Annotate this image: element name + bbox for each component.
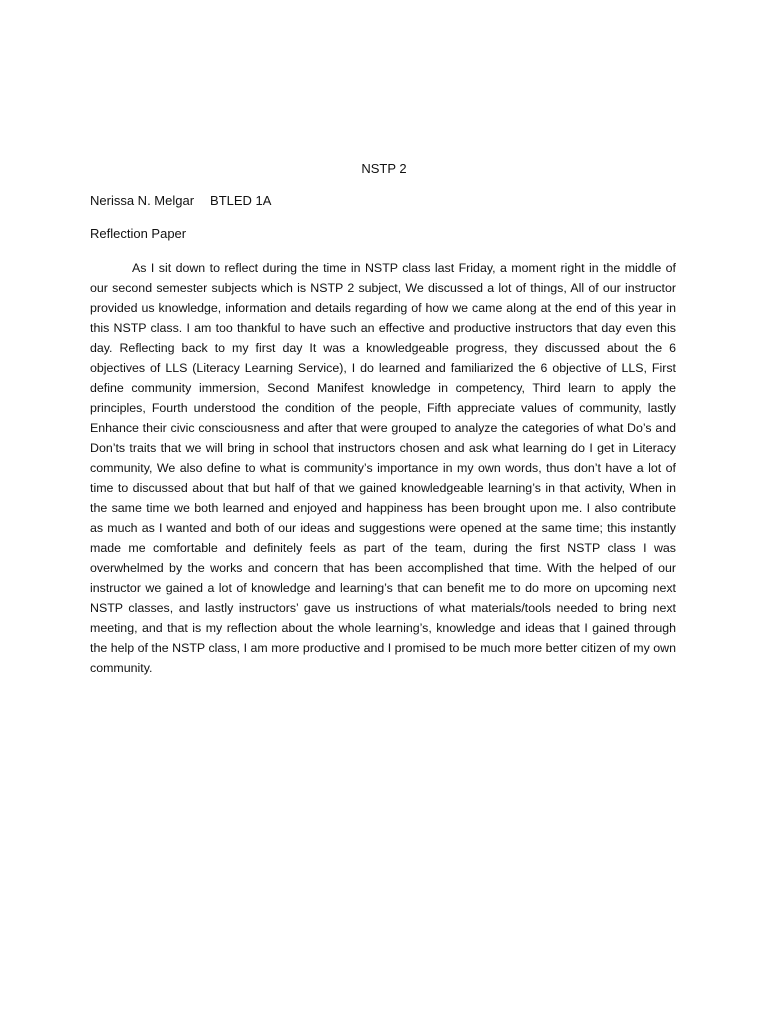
course-section: BTLED 1A bbox=[210, 193, 272, 208]
author-name: Nerissa N. Melgar bbox=[90, 193, 195, 208]
body-paragraph: As I sit down to reflect during the time in NSTP class last Friday, a moment right in the middle of our second semester subjects which is NSTP 2 subject, We discussed a lot of things, All of our instructor provided us knowledge, information and details regarding of how we came along at the end of this year in this NSTP class. I am too thankful to have such an effective and productive instructors that day even this day. Reflecting back to my first day It was a knowledgeable progress, they discussed about the 6 objectives of LLS (Literacy Learning Service), I do learned and familiarized the 6 objective of LLS, First define community immersion, Second Manifest knowledge in competency, Third learn to apply the principles, Fourth understood the condition of the people, Fifth appreciate values of community, lastly Enhance their civic consciousness and after that were grouped to analyze the categories of what Do’s and Don’ts traits that we will bring in school that instructors chosen and ask what learning do I get in Literacy community, We also define to what is community’s importance in my own words, thus don’t have a lot of time to discussed about that but half of that we gained knowledgeable learning’s in that activity, When in the same time we both learned and enjoyed and happiness has been brought upon me. I also contribute as much as I wanted and both of our ideas and suggestions were opened at the same time; this instantly made me comfortable and definitely feels as part of the team, during the first NSTP class I was overwhelmed by the works and concern that has been accomplished that time. With the helped of our instructor we gained a lot of knowledge and learning’s that can benefit me to do more on upcoming next NSTP classes, and lastly instructors’ gave us instructions of what materials/tools needed to bring next meeting, and that is my reflection about the whole learning’s, knowledge and ideas that I gained through the help of the NSTP class, I am more productive and I promised to be much more better citizen of my own community. bbox=[90, 261, 676, 675]
document-subtitle: Reflection Paper bbox=[90, 226, 187, 241]
author-line bbox=[90, 192, 271, 210]
document-title: NSTP 2 bbox=[361, 161, 407, 176]
